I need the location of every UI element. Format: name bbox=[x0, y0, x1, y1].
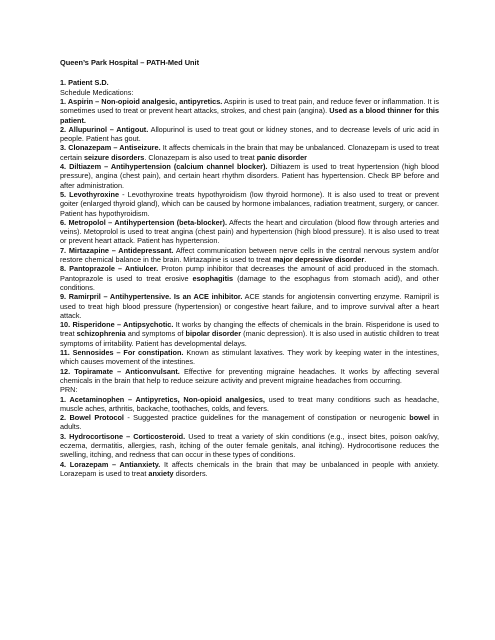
prn-entry-head: 1. Acetaminophen – Antipyretics, Non-opioid analgesics, bbox=[60, 394, 265, 404]
schedule-entry bbox=[60, 125, 439, 144]
schedule-entry bbox=[60, 246, 439, 265]
patient-heading: 1. Patient S.D. bbox=[60, 78, 109, 88]
schedule-entry-head: 4. Diltiazem – Antihypertension (calcium channel blocker). bbox=[60, 162, 268, 172]
schedule-entry bbox=[60, 97, 439, 125]
prn-entry bbox=[60, 413, 439, 432]
document-title: Queen’s Park Hospital – PATH-Med Unit bbox=[60, 58, 200, 67]
schedule-entry-text2: (damage to the esophagus from stomach acid), and other conditions. bbox=[60, 273, 439, 292]
schedule-entry bbox=[60, 348, 439, 367]
schedule-entry-text: Diltiazem is used to treat hypertension (high blood pressure), angina (chest pain), and certain heart rhythm disorders. Patient has hypertension. Check BP before and after administration. bbox=[60, 162, 439, 190]
schedule-entry-text2: . Clonazepam is also used to treat bbox=[144, 152, 257, 162]
prn-entry bbox=[60, 460, 439, 479]
prn-entry-b1: bowel bbox=[409, 413, 430, 423]
prn-entry-text2: in adults. bbox=[60, 413, 439, 432]
prn-entry-head: 4. Lorazepam – Antianxiety. bbox=[60, 459, 161, 469]
schedule-entry-text: Allopurinol is used to treat gout or kidney stones, and to decrease levels of uric acid in people. Patient has gout. bbox=[60, 124, 439, 144]
schedule-heading: Schedule Medications: bbox=[60, 87, 134, 97]
schedule-entry-b1: seizure disorders bbox=[83, 152, 145, 162]
schedule-entry-text2: and symptoms of bbox=[125, 329, 186, 339]
schedule-entry-text: Affects the heart and circulation (blood flow through arteries and veins). Metoprolol is used to treat angina (chest pain) and hypertension (high blood pressure). It is also used to treat or prevent heart attack. Patient has hypertension. bbox=[60, 217, 439, 246]
schedule-entry-head: 5. Levothyroxine bbox=[60, 189, 120, 199]
schedule-entry-head: 7. Mirtazapine – Antidepressant. bbox=[60, 245, 174, 255]
schedule-entry-head: 2. Allupurinol – Antigout. bbox=[60, 124, 149, 134]
schedule-entry-b1: major depressive disorder bbox=[272, 255, 365, 265]
prn-entry bbox=[60, 395, 439, 414]
schedule-entry-text2: . bbox=[364, 255, 367, 265]
prn-entry-text: - Suggested practice guidelines for the management of constipation or neurogenic bbox=[123, 413, 410, 423]
prn-entry-head: 3. Hydrocortisone – Corticosteroid. bbox=[60, 431, 186, 441]
schedule-entry-head: 1. Aspirin – Non-opioid analgesic, antipyretics. bbox=[60, 97, 223, 106]
prn-entry-b1: anxiety bbox=[148, 468, 174, 478]
schedule-entry bbox=[60, 264, 439, 292]
schedule-entry bbox=[60, 320, 439, 348]
schedule-entry-text: Known as stimulant laxatives. They work by keeping water in the intestines, which causes movement of the intestines. bbox=[60, 348, 439, 367]
schedule-entry-head: 6. Metropolol – Antihypertension (beta-blocker). bbox=[60, 217, 227, 227]
prn-heading: PRN: bbox=[60, 385, 78, 395]
schedule-entry-text: ACE stands for angiotensin converting enzyme. Ramipril is used to treat high blood pressure (hypertension) or congestive heart failure, and to improve survival after a heart attack. bbox=[60, 292, 439, 320]
prn-entry-text2: disorders. bbox=[173, 468, 208, 478]
schedule-entry-head: 10. Risperidone – Antipsychotic. bbox=[60, 320, 174, 330]
schedule-entry-text: Effective for preventing migraine headaches. It works by affecting several chemicals in the brain that help to reduce seizure activity and prevent migraine headaches from occurring. bbox=[60, 366, 439, 385]
prn-entry-head: 2. Bowel Protocol bbox=[60, 413, 124, 423]
schedule-entry-b2: panic disorder bbox=[256, 152, 308, 162]
prn-entry bbox=[60, 432, 439, 460]
schedule-entry bbox=[60, 292, 439, 320]
schedule-entry-head: 8. Pantoprazole – Antiulcer. bbox=[60, 264, 159, 274]
prn-entry-text: It affects chemicals in the brain that may be unbalanced in people with anxiety. Lorazepam is used to treat bbox=[60, 459, 439, 478]
schedule-entry-b1: schizophrenia bbox=[76, 329, 126, 339]
schedule-entry-head: 3. Clonazepam – Antiseizure. bbox=[60, 143, 161, 153]
schedule-entry-text: Proton pump inhibitor that decreases the amount of acid produced in the stomach. Pantoprazole is used to treat erosive bbox=[60, 264, 439, 283]
schedule-entry-b1: esophagitis bbox=[192, 273, 234, 283]
prn-entry-text: Used to treat a variety of skin conditions (e.g., insect bites, poison oak/ivy, eczema, dermatitis, allergies, rash, itching of the outer female genitals, anal itching). Hydrocortisone reduces the swelling, itching, and redness that can occur in these types of conditions. bbox=[60, 431, 439, 460]
schedule-entry-b2: bipolar disorder bbox=[185, 329, 242, 339]
schedule-entry-tail-bold: Used as a blood thinner for this patient. bbox=[60, 106, 440, 125]
schedule-entry-head: 11. Sennosides – For constipation. bbox=[60, 348, 184, 358]
schedule-entry bbox=[60, 143, 439, 162]
schedule-entry-head: 9. Ramirpril – Antihypertensive. Is an ACE inhibitor. bbox=[60, 292, 243, 302]
schedule-entry bbox=[60, 218, 439, 246]
prn-list bbox=[60, 395, 439, 479]
prn-entry-text: used to treat many conditions such as headache, muscle aches, arthritis, backache, toothaches, colds, and fevers. bbox=[60, 394, 439, 413]
schedule-entry-text: Affect communication between nerve cells in the central nervous system and/or restore chemical balance in the brain. Mirtazapine is used to treat bbox=[60, 245, 439, 265]
schedule-entry-text: - Levothyroxine treats hypothyroidism (low thyroid hormone). It is also used to treat or prevent goiter (enlarged thyroid gland), which can be caused by hormone imbalances, radiation treatment, surgery, or cancer. Patient has hypothyroidism. bbox=[60, 189, 439, 218]
schedule-entry-text: It affects chemicals in the brain that may be unbalanced. Clonazepam is used to treat certain bbox=[60, 143, 439, 162]
schedule-entry-head: 12. Topiramate – Anticonvulsant. bbox=[60, 366, 180, 376]
schedule-entry bbox=[60, 190, 439, 218]
schedule-entry-text3: (manic depression). It is also used in autistic children to treat symptoms of irritability. Patient has developmental delays. bbox=[60, 329, 439, 348]
schedule-entry-text: It works by changing the effects of chemicals in the brain. Risperidone is used to treat bbox=[60, 320, 439, 339]
schedule-entry-text: Aspirin is used to treat pain, and reduce fever or inflammation. It is sometimes used to treat or prevent heart attacks, strokes, and chest pain (angina). bbox=[60, 97, 439, 116]
schedule-entry bbox=[60, 162, 439, 190]
schedule-list bbox=[60, 97, 439, 385]
schedule-entry bbox=[60, 367, 439, 386]
